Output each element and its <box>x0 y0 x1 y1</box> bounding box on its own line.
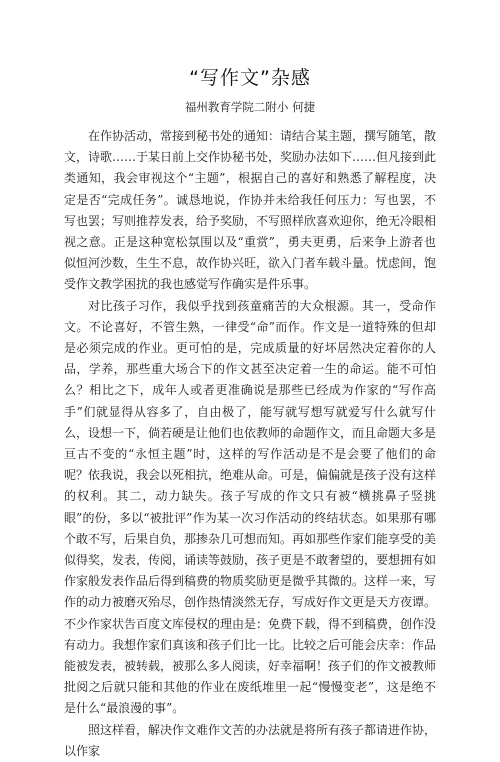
document-title: “写作文”杂感 <box>189 67 311 89</box>
document-body <box>64 126 436 762</box>
paragraph: 在作协活动，常接到秘书处的通知：请结合某主题，撰写随笔，散文，诗歌……于某日前上交作协秘书处，奖励办法如下……但凡接到此类通知，我会审视这个“主题”，根据自己的喜好和熟悉了解程度，决定是否“完成任务”。诚恳地说，作协并未给我任何压力：写也罢，不写也罢；写则推荐发表，给予奖励，不写照样欣喜欢迎你，绝无冷眼相视之意。正是这种宽松氛围以及“重赏”，勇夫更勇，后来争上游者也似恒河沙数，生生不息，故作协兴旺，欲入门者车载斗量。忧虑间，饱受作文教学困扰的我也感觉写作确实是件乐事。 <box>64 129 437 292</box>
paragraph: 对比孩子习作，我似乎找到孩童痛苦的大众根源。其一，受命作文。不论喜好，不管生熟，一律受“命”而作。作文是一道特殊的但却是必须完成的作业。更可怕的是，完成质量的好坏居然决定着你的人品，学养，那些重大场合下的作文甚至决定着一生的命运。能不可怕么？相比之下，成年人或者更准确说是那些已经成为作家的“写作高手”们就显得从容多了，自由极了，能写就写想写就爱写什么就写什么，设想一下，倘若硬是让他们也依教师的命题作文，而且命题大多是亘古不变的“永恒主题”时，这样的写作活动是不是会要了他们的命呢？依我说，我会以死相抗，绝难从命。可是，偏偏就是孩子没有这样的权利。其二，动力缺失。孩子写成的作文只有被“横挑鼻子竖挑眼”的份，多以“被批评”作为某一次习作活动的终结状态。如果那有哪个敢不写，后果自负，那掺杂几可想而知。再如那些作家们能享受的美似得奖，发表，传阅，诵读等鼓励，孩子更是不敢奢望的，要想拥有如作家般发表作品后得到稿费的物质奖励更是微乎其微的。这样一来，写作的动力被磨灭殆尽，创作热情淡然无存，写成好作文更是天方夜谭。不少作家状告百度文库侵权的理由是：免费下载，得不到稿费，创作没有动力。我想作家们真该和孩子们比一比。比较之后可能会庆幸：作品能被发表，被转载，被那么多人阅读，好幸福啊！孩子们的作文被教师批阅之后就只能和其他的作业在废纸堆里一起“慢慢变老”，这是绝不是什么“最浪漫的事”。 <box>64 298 437 716</box>
author-byline: 福州教育学院二附小 何捷 <box>184 100 316 114</box>
paragraph: 照这样看，解决作文难作文苦的办法就是将所有孩子都请进作协，以作家 <box>64 722 437 758</box>
